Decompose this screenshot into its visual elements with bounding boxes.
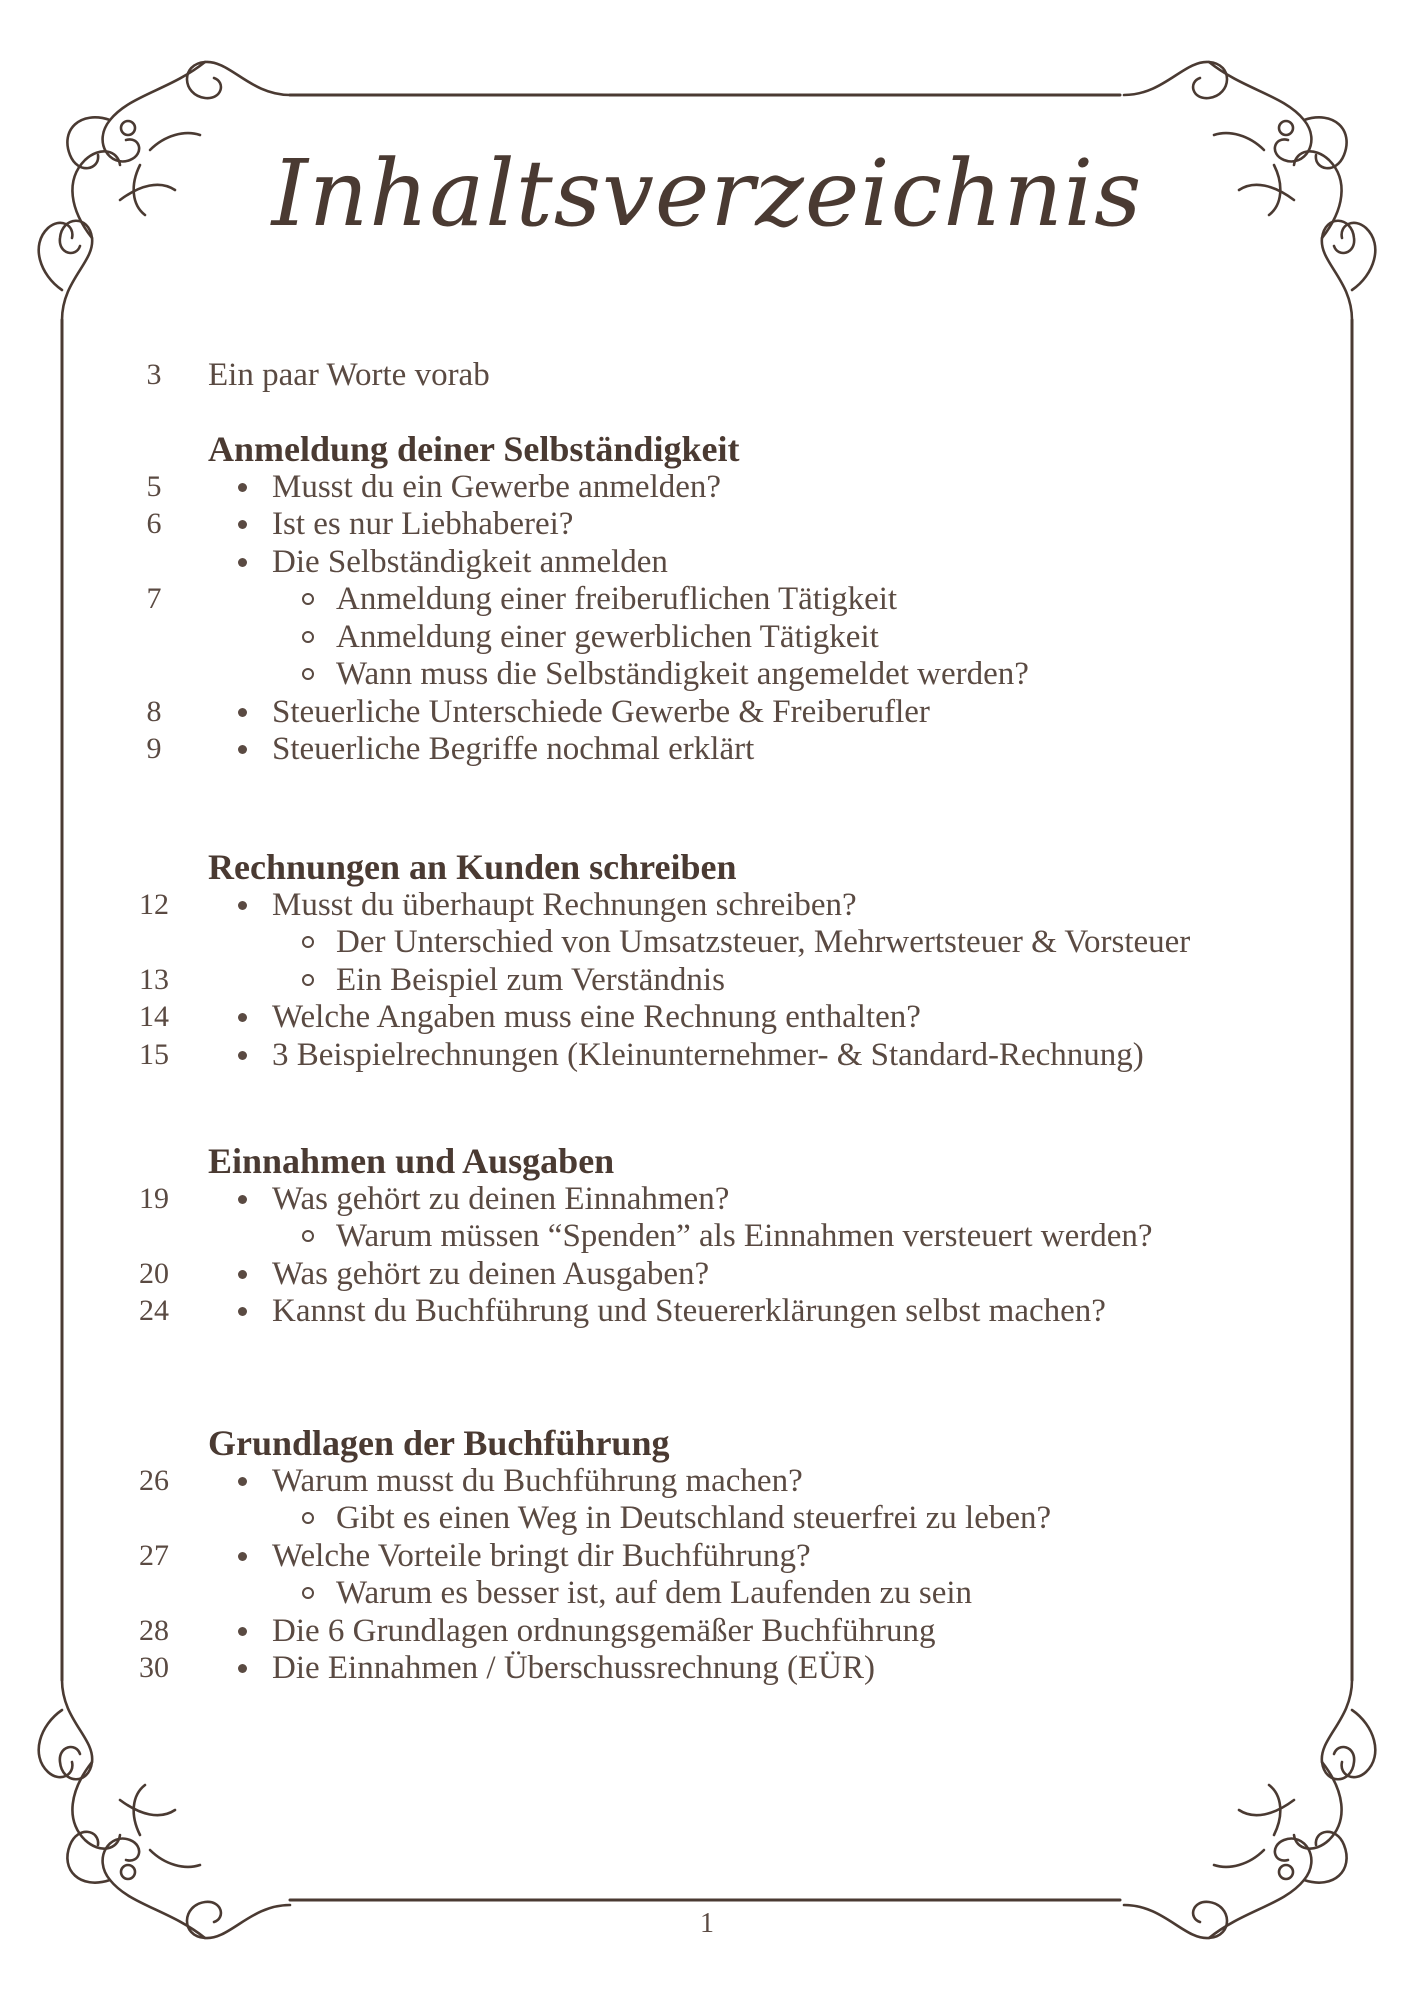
toc-page-number: 27: [139, 1538, 169, 1572]
toc-page-number: 3: [146, 358, 162, 391]
toc-page-number: 9: [146, 732, 162, 765]
toc-page-number: 5: [146, 469, 162, 503]
section-heading: Grundlagen der Buchführung: [208, 1423, 670, 1463]
toc-subentry: [0, 961, 1414, 999]
toc-entry: [0, 1180, 1414, 1218]
toc-section-heading: [0, 1142, 1414, 1180]
toc-entry: [0, 998, 1414, 1036]
toc-entry: [0, 505, 1414, 543]
toc-page-number: 28: [139, 1613, 169, 1647]
toc-entry-text: Die Einnahmen / Überschussrechnung (EÜR): [272, 1650, 876, 1686]
toc-entry: [0, 1649, 1414, 1687]
toc-page-number: 15: [139, 1037, 169, 1071]
toc-entry-text: Anmeldung einer gewerblichen Tätigkeit: [336, 618, 879, 655]
toc-page-number: 13: [139, 962, 169, 996]
toc-entry: [0, 730, 1414, 768]
toc-subentry: [0, 1574, 1414, 1612]
section-heading: Einnahmen und Ausgaben: [208, 1141, 615, 1181]
toc-entry-text: Was gehört zu deinen Ausgaben?: [272, 1255, 710, 1292]
toc-entry: [0, 1462, 1414, 1500]
toc-section-heading: [0, 848, 1414, 886]
toc-entry-text: Was gehört zu deinen Einnahmen?: [272, 1180, 730, 1217]
toc-subentry: [0, 618, 1414, 656]
toc-entry: [0, 543, 1414, 581]
toc-entry-text: Musst du überhaupt Rechnungen schreiben?: [272, 886, 857, 923]
page-number: 1: [700, 1908, 714, 1939]
toc-entry-text: Steuerliche Unterschiede Gewerbe & Freiberufler: [272, 693, 930, 730]
section-heading: Rechnungen an Kunden schreiben: [208, 847, 737, 887]
toc-entry: [0, 468, 1414, 506]
toc-entry-text: Wann muss die Selbständigkeit angemeldet werden?: [336, 656, 1029, 692]
toc-entry-text: Warum es besser ist, auf dem Laufenden zu sein: [336, 1575, 973, 1611]
toc-page-number: 24: [139, 1294, 169, 1327]
toc-entry-text: Welche Vorteile bringt dir Buchführung?: [272, 1537, 811, 1574]
toc-entry-text: Gibt es einen Weg in Deutschland steuerfrei zu leben?: [336, 1500, 1052, 1536]
toc-entry-text: Welche Angaben muss eine Rechnung enthalten?: [272, 999, 921, 1035]
toc-entry-text: Warum musst du Buchführung machen?: [272, 1462, 803, 1499]
section-heading: Anmeldung deiner Selbständigkeit: [208, 429, 740, 469]
page-title: Inhaltsverzeichnis: [271, 140, 1143, 247]
toc-entry: [0, 886, 1414, 924]
toc-entry-text: Ein paar Worte vorab: [208, 357, 490, 393]
toc-subentry: [0, 1499, 1414, 1537]
toc-entry-text: Die Selbständigkeit anmelden: [272, 543, 668, 580]
toc-entry-text: Die 6 Grundlagen ordnungsgemäßer Buchführung: [272, 1612, 936, 1649]
toc-subentry: [0, 580, 1414, 618]
toc-page-number: 20: [139, 1256, 169, 1290]
toc-entry-text: 3 Beispielrechnungen (Kleinunternehmer- & Standard-Rechnung): [272, 1036, 1144, 1073]
toc-subentry: [0, 923, 1414, 961]
toc-entry-text: Musst du ein Gewerbe anmelden?: [272, 468, 722, 505]
toc-section-heading: [0, 430, 1414, 468]
toc-page-number: 8: [146, 694, 162, 728]
toc-entry: [0, 693, 1414, 731]
toc-entry-text: Kannst du Buchführung und Steuererklärungen selbst machen?: [272, 1293, 1106, 1329]
toc-entry: [0, 1255, 1414, 1293]
toc-subentry: [0, 1217, 1414, 1255]
toc-page-number: 12: [139, 887, 169, 921]
toc-entry-text: Ein Beispiel zum Verständnis: [336, 961, 725, 998]
toc-entry: [0, 1292, 1414, 1330]
toc-page-number: 6: [146, 507, 162, 540]
toc-entry: [0, 1612, 1414, 1650]
toc-section-heading: [0, 1424, 1414, 1462]
toc-entry-text: Ist es nur Liebhaberei?: [272, 506, 574, 542]
toc-entry: [0, 1537, 1414, 1575]
toc-page-number: 14: [139, 1000, 169, 1033]
toc-entry-text: Steuerliche Begriffe nochmal erklärt: [272, 731, 755, 767]
toc-entry: [0, 1036, 1414, 1074]
toc-page-number: 7: [146, 582, 162, 615]
toc-entry-text: Anmeldung einer freiberuflichen Tätigkeit: [336, 581, 898, 617]
toc-entry-text: Warum müssen “Spenden” als Einnahmen versteuert werden?: [336, 1218, 1153, 1254]
toc-subentry: [0, 655, 1414, 693]
toc-page-number: 26: [139, 1463, 169, 1497]
toc-entry-text: Der Unterschied von Umsatzsteuer, Mehrwertsteuer & Vorsteuer: [336, 924, 1191, 960]
toc-page-number: 19: [139, 1181, 169, 1215]
toc-intro-line: [0, 356, 1414, 394]
toc-page-number: 30: [139, 1651, 169, 1684]
